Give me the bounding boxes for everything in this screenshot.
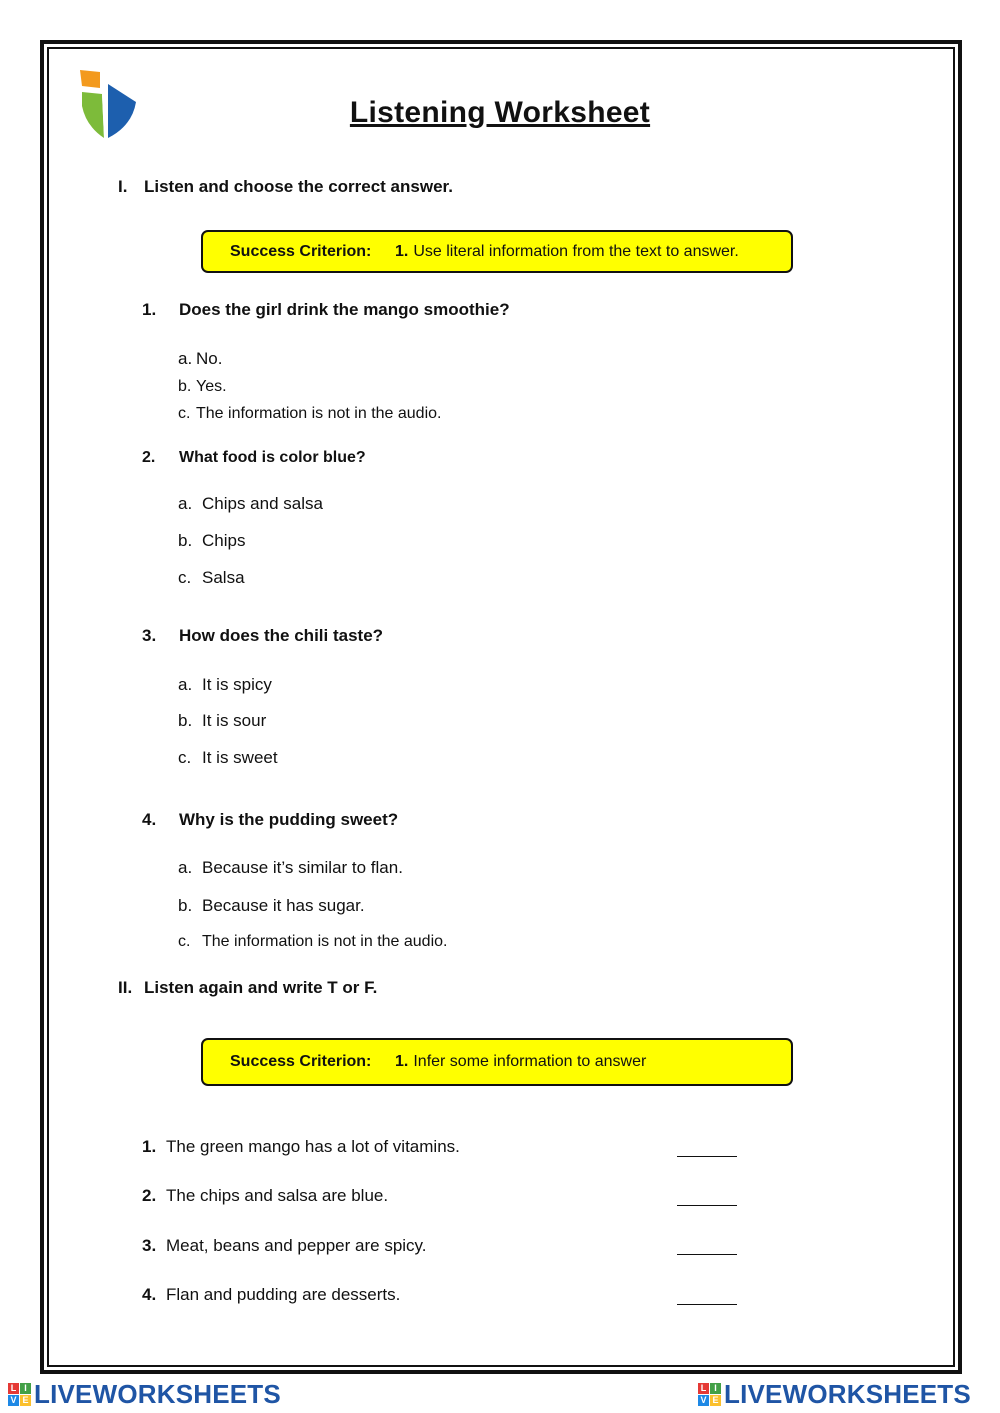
badge-letter: L	[8, 1383, 19, 1394]
section-2-numeral: II.	[118, 978, 133, 997]
section-1-instruction: Listen and choose the correct answer.	[144, 177, 453, 196]
brand-text: LIVEWORKSHEETS	[724, 1378, 971, 1409]
badge-letter: L	[698, 1383, 709, 1394]
option-2b[interactable]	[178, 531, 245, 551]
option-4a[interactable]	[178, 858, 403, 878]
brand-text: LIVEWORKSHEETS	[34, 1378, 281, 1409]
option-letter: c.	[178, 568, 192, 587]
question-2	[142, 449, 366, 467]
liveworksheets-logo-icon	[698, 1383, 721, 1406]
criterion-number: 1.	[395, 242, 409, 260]
option-letter: a.	[178, 858, 193, 877]
badge-letter: I	[710, 1383, 721, 1394]
liveworksheets-logo-icon	[8, 1383, 31, 1406]
option-text: It is sour	[202, 711, 267, 730]
question-text: Does the girl drink the mango smoothie?	[179, 300, 510, 319]
option-2c[interactable]	[178, 568, 245, 588]
option-4b[interactable]	[178, 896, 365, 916]
option-letter: a.	[178, 675, 193, 694]
question-4	[142, 810, 398, 830]
criterion-number: 1.	[395, 1053, 409, 1070]
question-number: 3.	[142, 626, 157, 645]
question-text: Why is the pudding sweet?	[179, 810, 399, 829]
option-letter: a.	[178, 349, 193, 368]
question-number: 2.	[142, 449, 156, 466]
option-3a[interactable]	[178, 675, 272, 695]
option-letter: b.	[178, 896, 193, 915]
statement-4	[142, 1285, 400, 1305]
section-2-heading	[118, 978, 377, 998]
criterion-label: Success Criterion:	[230, 242, 372, 260]
badge-letter: V	[8, 1395, 19, 1406]
answer-blank-2[interactable]	[677, 1205, 737, 1206]
option-text: Because it’s similar to flan.	[202, 858, 403, 877]
option-3b[interactable]	[178, 711, 266, 731]
statement-number: 3.	[142, 1236, 157, 1255]
question-text: How does the chili taste?	[179, 626, 384, 645]
footer-brand-right[interactable]	[698, 1378, 971, 1410]
statement-text: The chips and salsa are blue.	[166, 1186, 389, 1205]
question-number: 1.	[142, 300, 157, 319]
statement-number: 1.	[142, 1137, 157, 1156]
option-2a[interactable]	[178, 494, 323, 514]
option-text: Chips	[202, 531, 246, 550]
option-text: It is sweet	[202, 748, 278, 767]
option-1c[interactable]	[178, 405, 441, 423]
option-3c[interactable]	[178, 748, 278, 768]
criterion-text: Use literal information from the text to answer.	[413, 242, 739, 260]
option-letter: b.	[178, 531, 193, 550]
option-letter: c.	[178, 405, 191, 422]
option-text: No.	[196, 349, 223, 368]
option-4c[interactable]	[178, 933, 447, 951]
statement-number: 2.	[142, 1186, 157, 1205]
answer-blank-4[interactable]	[677, 1304, 737, 1305]
question-3	[142, 626, 383, 646]
success-criterion-box-2	[201, 1038, 793, 1086]
statement-3	[142, 1236, 427, 1256]
footer-brand-left[interactable]	[8, 1378, 281, 1410]
statement-text: The green mango has a lot of vitamins.	[166, 1137, 460, 1156]
success-criterion-box-1	[201, 230, 793, 273]
option-text: The information is not in the audio.	[196, 405, 442, 422]
option-1b[interactable]	[178, 378, 227, 396]
option-text: Chips and salsa	[202, 494, 323, 513]
section-2-instruction: Listen again and write T or F.	[144, 978, 378, 997]
badge-letter: V	[698, 1395, 709, 1406]
option-letter: b.	[178, 711, 193, 730]
criterion-text: Infer some information to answer	[413, 1053, 647, 1070]
option-letter: a.	[178, 494, 193, 513]
option-text: The information is not in the audio.	[202, 933, 448, 950]
badge-letter: I	[20, 1383, 31, 1394]
option-letter: c.	[178, 748, 192, 767]
question-text: What food is color blue?	[179, 449, 366, 466]
statement-text: Flan and pudding are desserts.	[166, 1285, 401, 1304]
criterion-label: Success Criterion:	[230, 1053, 372, 1070]
option-text: Because it has sugar.	[202, 896, 365, 915]
question-number: 4.	[142, 810, 157, 829]
statement-2	[142, 1186, 388, 1206]
badge-letter: E	[710, 1395, 721, 1406]
option-text: Salsa	[202, 568, 245, 587]
option-letter: b.	[178, 378, 192, 395]
option-text: Yes.	[196, 378, 227, 395]
statement-text: Meat, beans and pepper are spicy.	[166, 1236, 427, 1255]
option-1a[interactable]	[178, 349, 222, 369]
badge-letter: E	[20, 1395, 31, 1406]
section-1-heading	[118, 177, 453, 197]
statement-1	[142, 1137, 460, 1157]
option-text: It is spicy	[202, 675, 272, 694]
section-1-numeral: I.	[118, 177, 128, 196]
statement-number: 4.	[142, 1285, 157, 1304]
page-title: Listening Worksheet	[349, 96, 651, 129]
option-letter: c.	[178, 933, 191, 950]
answer-blank-3[interactable]	[677, 1254, 737, 1255]
question-1	[142, 300, 510, 320]
answer-blank-1[interactable]	[677, 1156, 737, 1157]
